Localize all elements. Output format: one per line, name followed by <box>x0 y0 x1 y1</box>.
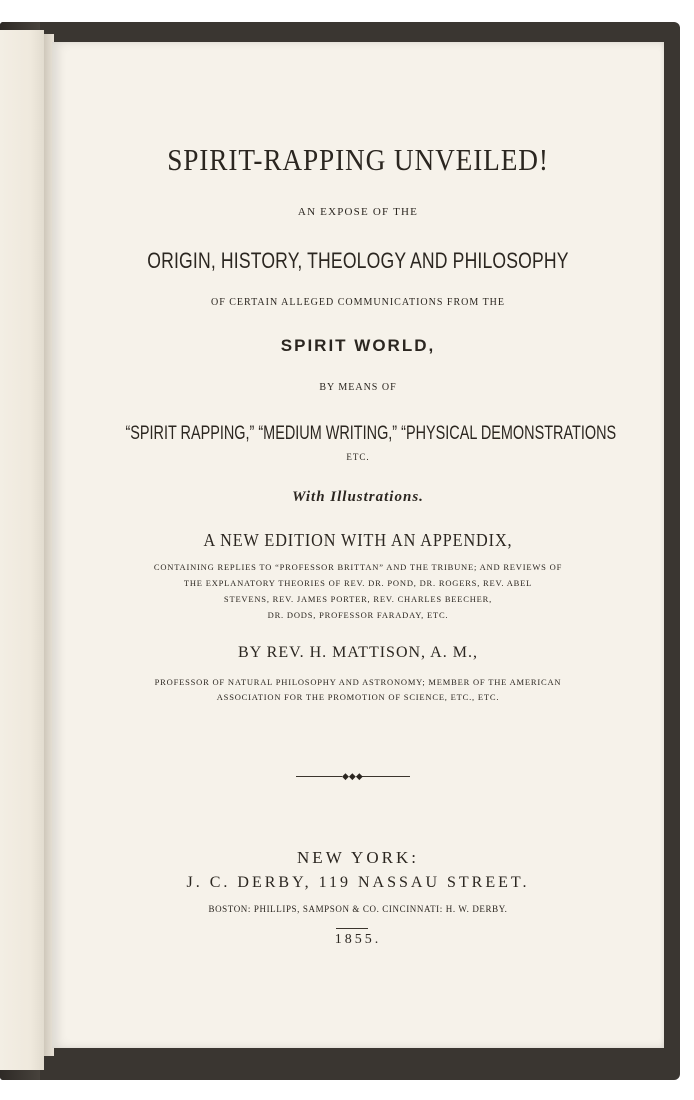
subtitle-spirit-world: SPIRIT WORLD, <box>280 336 436 355</box>
appendix-line-4: DR. DODS, PROFESSOR FARADAY, ETC. <box>267 610 449 620</box>
appendix-line-1: CONTAINING REPLIES TO “PROFESSOR BRITTAN” AND THE TRIBUNE; AND REVIEWS OF <box>153 562 563 572</box>
appendix-line-2: THE EXPLANATORY THEORIES OF REV. DR. POND, DR. ROGERS, REV. ABEL <box>183 578 533 588</box>
publication-year: 1855. <box>334 932 382 947</box>
subtitle-communications: OF CERTAIN ALLEGED COMMUNICATIONS FROM THE <box>210 297 506 308</box>
subtitle-by-means: BY MEANS OF <box>319 382 397 393</box>
subtitle-origin: ORIGIN, HISTORY, THEOLOGY AND PHILOSOPHY <box>147 248 569 273</box>
book-title: SPIRIT-RAPPING UNVEILED! <box>167 142 549 177</box>
left-page-edge <box>0 30 44 1070</box>
subtitle-etc: ETC. <box>346 452 370 462</box>
ornament: ◆◆◆ <box>342 771 363 781</box>
imprint-city: NEW YORK: <box>297 848 419 867</box>
subtitle-expose: AN EXPOSE OF THE <box>297 206 419 218</box>
subtitle-methods: “SPIRIT RAPPING,” “MEDIUM WRITING,” “PHYSICAL DEMONSTRATIONS <box>125 423 617 444</box>
imprint-publisher: J. C. DERBY, 119 NASSAU STREET. <box>186 874 530 891</box>
author-credentials-1: PROFESSOR OF NATURAL PHILOSOPHY AND ASTRONOMY; MEMBER OF THE AMERICAN <box>154 677 562 687</box>
illustrations-note: With Illustrations. <box>292 489 424 505</box>
year-rule <box>336 928 368 929</box>
appendix-line-3: STEVENS, REV. JAMES PORTER, REV. CHARLES BEECHER, <box>223 594 493 604</box>
imprint-branches: BOSTON: PHILLIPS, SAMPSON & CO. CINCINNATI: H. W. DERBY. <box>208 904 508 914</box>
author-credentials-2: ASSOCIATION FOR THE PROMOTION OF SCIENCE, ETC., ETC. <box>216 692 500 702</box>
edition-line: A NEW EDITION WITH AN APPENDIX, <box>203 530 513 550</box>
author-line: BY REV. H. MATTISON, A. M., <box>238 644 478 661</box>
